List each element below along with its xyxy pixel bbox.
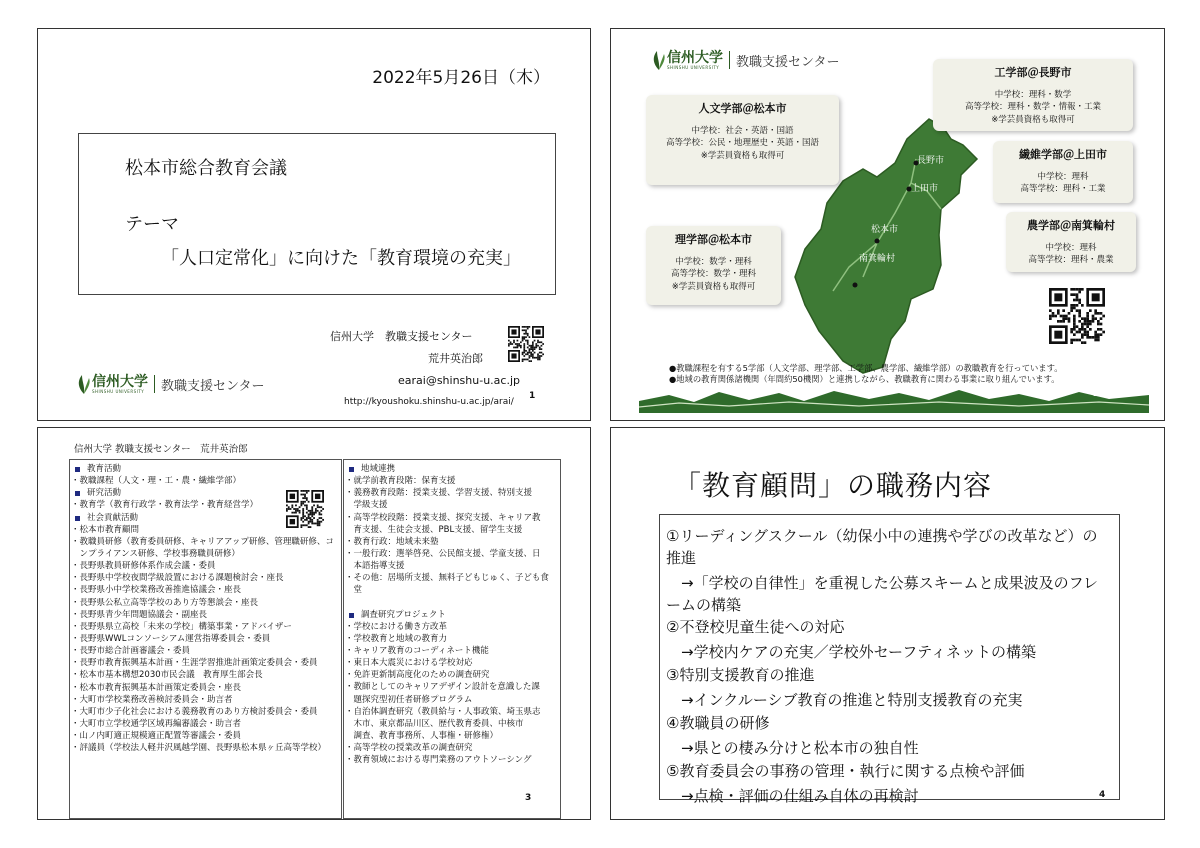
university-name-en: SHINSHU UNIVERSITY	[92, 388, 145, 394]
slide-2	[610, 28, 1165, 421]
duty-line: ームの構築	[666, 596, 742, 614]
list-item: ・東日本大震災における学校対応	[345, 658, 473, 669]
faculty-textile	[993, 141, 1133, 203]
list-item: ・長野市総合計画審議会・委員	[71, 646, 191, 657]
faculty-line: 中学校：理科・数学	[994, 89, 1072, 100]
duty-line: →学校内ケアの充実／学校外セーフティネットの構築	[666, 643, 1037, 661]
faculty-line: 高等学校：理科・工業	[1020, 184, 1106, 195]
faculty-line: 中学校：理科	[1037, 171, 1089, 182]
faculty-title: 農学部＠南箕輪村	[1027, 219, 1115, 232]
university-logo-icon	[651, 49, 667, 71]
center-name: 教職支援センター	[161, 378, 265, 394]
list-item: 学級支援	[345, 500, 388, 511]
list-item: ・教育学（教育行政学・教育法学・教育経営学）	[71, 500, 259, 511]
list-item: 調査、教育事務所、人事権・研修権）	[345, 730, 499, 741]
page-number: 4	[1099, 790, 1106, 800]
faculty-title: 理学部＠松本市	[675, 233, 752, 246]
page-number: 2	[1093, 389, 1100, 399]
list-item: ・長野県青少年問題協議会・副座長	[71, 609, 208, 620]
university-logo	[76, 373, 264, 395]
page-number: 3	[525, 793, 532, 803]
university-logo-icon	[76, 373, 92, 395]
faculty-line: ※学芸員資格も取得可	[991, 114, 1075, 125]
slide-4	[610, 427, 1165, 820]
duty-line: ④教職員の研修	[666, 714, 770, 732]
faculty-line: 高等学校：理科・農業	[1028, 255, 1114, 266]
mountain-ridge-icon	[639, 387, 1149, 413]
faculty-engineering	[933, 59, 1133, 131]
faculty-line: 中学校：理科	[1045, 242, 1097, 253]
faculty-line: ※学芸員資格も取得可	[700, 150, 785, 161]
section-heading: 社会貢献活動	[71, 512, 334, 524]
list-item: ・松本市教育振興基本計画策定委員会・座長	[71, 682, 242, 693]
list-item: ・義務教育段階：授業支援、学習支援、特別支援	[345, 488, 533, 499]
duty-line: ⑤教育委員会の事務の管理・執行に関する点検や評価	[666, 762, 1025, 780]
faculty-line: 高等学校：数学・理科	[670, 269, 756, 280]
theme-label: テーマ	[125, 214, 179, 235]
list-item: ・高等学校の授業改革の調査研究	[345, 743, 473, 754]
list-item: ・長野県中学校夜間学級設置における課題検討会・座長	[71, 573, 284, 584]
list-item: 育支援、生徒会支援、PBL支援、留学生支援	[345, 524, 523, 535]
faculty-title: 工学部＠長野市	[994, 66, 1072, 79]
note-faculties: ●教職課程を有する5学部（人文学部、理学部、工学部、農学部、繊維学部）の教職教育を行っています。	[669, 363, 1063, 373]
qr-code-icon	[508, 326, 544, 362]
logo-divider	[729, 51, 730, 69]
email[interactable]: earai@shinshu-u.ac.jp	[398, 374, 520, 387]
list-item: ・学校教育と地域の教育力	[345, 633, 448, 644]
duty-line: →県との棲み分けと松本市の独自性	[666, 739, 919, 757]
list-item	[345, 597, 549, 609]
affiliation: 信州大学 教職支援センター	[330, 330, 473, 343]
qr-code-icon	[286, 490, 324, 528]
faculty-title: 繊維学部＠上田市	[1019, 148, 1107, 161]
university-name-en: SHINSHU UNIVERSITY	[667, 64, 720, 70]
section-heading: 地域連携	[345, 463, 549, 475]
faculty-line: 高等学校：理科・数学・情報・工業	[964, 102, 1101, 113]
list-item: ・評議員（学校法人軽井沢風越学園、長野県松本県ヶ丘高等学校）	[71, 743, 327, 754]
list-item: ・教育行政：地域未来塾	[345, 536, 439, 547]
presenter-name: 荒井英治郎	[428, 352, 483, 365]
faculty-agriculture	[1006, 212, 1136, 272]
list-item: ・長野県県立高校「未来の学校」構築事業・アドバイザー	[71, 621, 292, 632]
map-label-ueda: 上田市	[911, 184, 939, 194]
university-name: 信州大学	[667, 49, 723, 66]
map-label-nagano: 長野市	[917, 156, 945, 166]
list-item: ・長野県公私立高等学校のあり方等懇談会・座長	[71, 597, 259, 608]
url[interactable]: http://kyoushoku.shinshu-u.ac.jp/arai/	[344, 397, 514, 407]
slide-3	[37, 427, 591, 820]
list-item: ンプライアンス研修、学校事務職員研修）	[71, 548, 240, 559]
map-label-matsumoto: 松本市	[871, 225, 899, 235]
list-item: ・教育領域における専門業務のアウトソーシング	[345, 755, 532, 766]
duty-line: →インクルーシブ教育の推進と特別支援教育の充実	[666, 691, 1023, 709]
faculty-science	[646, 226, 781, 305]
list-item: ・その他：居場所支援、無料子どもじゅく、子ども食	[345, 573, 549, 584]
map-label-minamiminowa: 南箕輪村	[859, 254, 896, 264]
section-heading: 教育活動	[71, 463, 334, 475]
list-item: ・長野県WWLコンソーシアム運営指導委員会・委員	[71, 633, 271, 644]
faculty-line: 中学校：社会・英語・国語	[691, 125, 794, 136]
slide-1	[37, 28, 591, 421]
meeting-title: 松本市総合教育会議	[125, 158, 287, 179]
list-item: ・松本市教育顧問	[71, 524, 140, 535]
list-item: ・大町市立学校通学区域再編審議会・助言者	[71, 718, 242, 729]
faculty-line: ※学芸員資格も取得可	[671, 281, 756, 292]
logo-divider	[154, 375, 155, 393]
faculty-title: 人文学部＠松本市	[698, 102, 787, 115]
title-box	[78, 133, 556, 295]
list-item: 木市、東京都品川区、歴代教育委員、中核市	[345, 718, 524, 729]
faculty-humanities	[646, 95, 839, 185]
list-item: ・教師としてのキャリアデザイン設計を意識した課	[345, 682, 540, 693]
faculty-line: 中学校：数学・理科	[675, 256, 752, 267]
list-item: 本語指導支援	[345, 561, 405, 572]
list-item: ・教職員研修（教育委員研修、キャリアアップ研修、管理職研修、コ	[71, 536, 334, 547]
list-item: ・大町市少子化社会における義務教育のあり方検討委員会・委員	[71, 706, 318, 717]
duty-line: →点検・評価の仕組み自体の再検討	[666, 787, 919, 805]
list-item: ・長野県小中学校業務改善推進協議会・座長	[71, 585, 242, 596]
list-item: 題探究型初任者研修プログラム	[345, 694, 473, 705]
duties-box	[659, 514, 1120, 805]
duty-line: 推進	[666, 549, 697, 567]
list-item: ・山ノ内町適正規模適正配置等審議会・委員	[71, 731, 242, 742]
university-logo	[651, 49, 839, 71]
date: 2022年5月26日（木）	[372, 68, 550, 88]
slide-header: 信州大学 教職支援センター 荒井英治郎	[74, 444, 248, 455]
list-item: ・就学前教育段階：保育支援	[345, 476, 456, 487]
duty-line: ②不登校児童生徒への対応	[666, 618, 845, 636]
list-item: ・長野県教員研修体系作成会議・委員	[71, 561, 216, 572]
section-heading: 研究活動	[71, 487, 334, 499]
center-name: 教職支援センター	[736, 54, 840, 70]
section-heading: 調査研究プロジェクト	[345, 609, 549, 621]
theme-subtitle: 「人口定常化」に向けた「教育環境の充実」	[161, 248, 521, 269]
qr-code-icon	[1049, 288, 1105, 344]
note-partners: ●地域の教育関係諸機関（年間約50機関）と連携しながら、教職教育に関わる事業に取り組んでいます。	[669, 374, 1060, 384]
list-item: ・学校における働き方改革	[345, 621, 448, 632]
list-item: ・自治体調査研究（教員給与・人事政策、埼玉県志	[345, 706, 541, 717]
list-item: 堂	[345, 585, 363, 596]
list-item: ・大町市学校業務改善検討委員会・助言者	[71, 694, 233, 705]
list-item: ・高等学校段階：授業支援、探究支援、キャリア教	[345, 512, 541, 523]
list-item: ・一般行政：選挙啓発、公民館支援、学童支援、日	[345, 548, 541, 559]
page-number: 1	[529, 391, 536, 401]
duty-line: ①リーディングスクール（幼保小中の連携や学びの改革など）の	[666, 527, 1098, 545]
right-column	[345, 463, 549, 766]
slide-title: 「教育顧問」の職務内容	[673, 469, 993, 502]
list-item: ・松本市基本構想2030市民会議 教育厚生部会長	[71, 670, 263, 681]
list-item: ・長野市教育振興基本計画・生涯学習推進計画策定委員会・委員	[71, 658, 318, 669]
list-item: ・免許更新制高度化のための調査研究	[345, 670, 490, 681]
duty-line: ③特別支援教育の推進	[666, 666, 815, 684]
duty-line: →「学校の自律性」を重視した公募スキームと成果波及のフレ	[666, 574, 1098, 592]
list-item: ・キャリア教育のコーディネート機能	[345, 645, 489, 656]
university-name: 信州大学	[92, 373, 148, 390]
faculty-line: 高等学校：公民・地理歴史・英語・国語	[665, 138, 819, 149]
list-item: ・教職課程（人文・理・工・農・繊維学部）	[71, 476, 242, 487]
